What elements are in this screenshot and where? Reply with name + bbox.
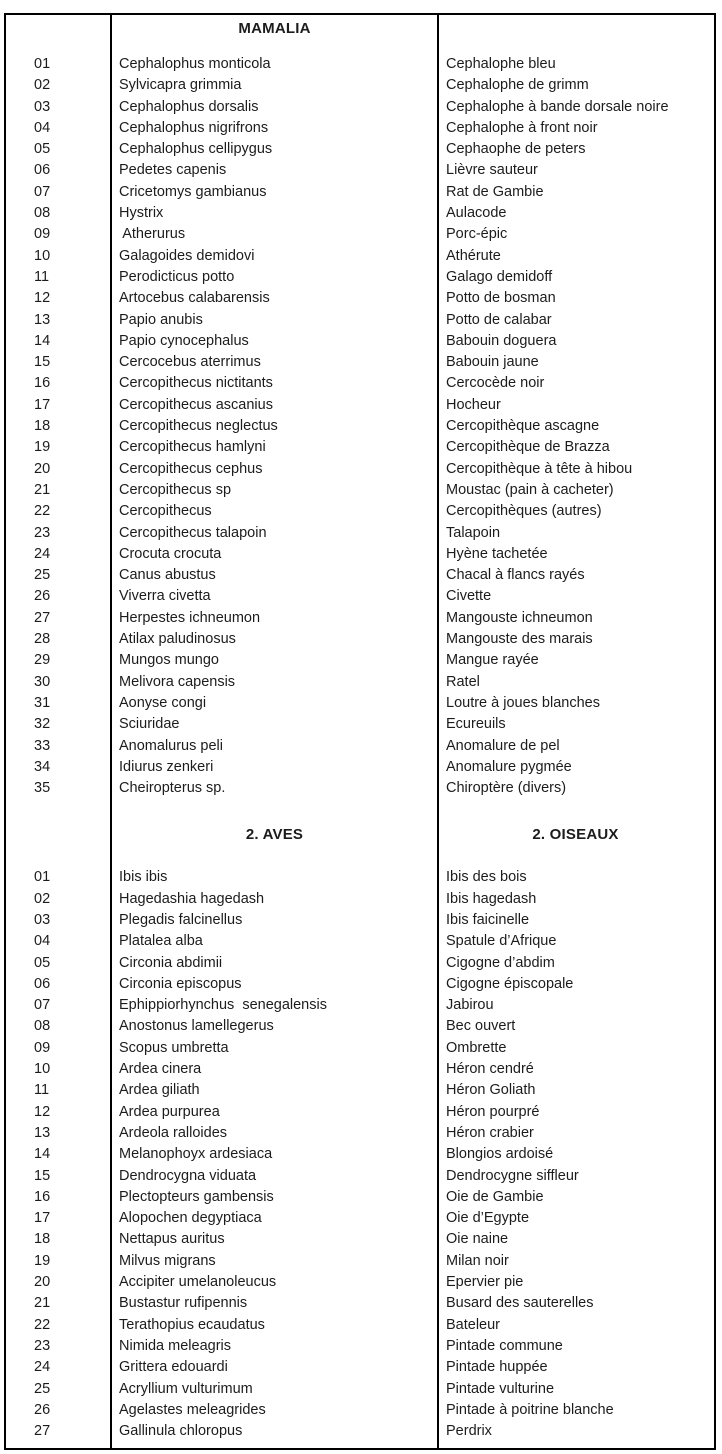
row-french-name: Cercopithèques (autres) (446, 503, 602, 520)
row-number: 06 (34, 975, 51, 992)
table-row (6, 246, 714, 267)
row-french-name: Cephaophe de peters (446, 141, 586, 158)
table-row (6, 1272, 714, 1293)
table-row (6, 693, 714, 714)
row-number: 28 (34, 631, 51, 648)
row-number: 08 (34, 205, 51, 222)
table-row (6, 910, 714, 931)
row-number: 25 (34, 567, 51, 584)
row-number: 02 (34, 77, 51, 94)
row-french-name: Mangue rayée (446, 652, 539, 669)
column-divider-1 (110, 15, 112, 1448)
section-title-french: 2. OISEAUX (532, 826, 619, 844)
table-row (6, 867, 714, 888)
row-number: 09 (34, 1039, 51, 1056)
row-french-name: Moustac (pain à cacheter) (446, 481, 614, 498)
row-number: 32 (34, 716, 51, 733)
table-row (6, 373, 714, 394)
table-row (6, 1080, 714, 1101)
row-scientific-name: Scopus umbretta (119, 1039, 229, 1056)
section-rows (6, 867, 714, 1442)
row-french-name: Bec ouvert (446, 1018, 516, 1035)
row-number: 17 (34, 396, 51, 413)
table-row (6, 1059, 714, 1080)
row-french-name: Héron crabier (446, 1124, 534, 1141)
row-scientific-name: Canus abustus (119, 567, 216, 584)
row-french-name: Cephalophe de grimm (446, 77, 589, 94)
row-number: 05 (34, 954, 51, 971)
row-french-name: Loutre à joues blanches (446, 694, 600, 711)
row-number: 22 (34, 1316, 51, 1333)
row-french-name: Hyène tachetée (446, 545, 548, 562)
row-number: 21 (34, 481, 51, 498)
row-number: 16 (34, 1188, 51, 1205)
row-french-name: Pintade commune (446, 1337, 563, 1354)
row-french-name: Cephalophe à front noir (446, 119, 598, 136)
table-sections (6, 18, 714, 1442)
row-scientific-name: Acryllium vulturimum (119, 1380, 253, 1397)
row-number: 33 (34, 737, 51, 754)
row-scientific-name: Alopochen degyptiaca (119, 1210, 262, 1227)
row-scientific-name: Circonia episcopus (119, 975, 242, 992)
row-french-name: Athérute (446, 247, 501, 264)
table-row (6, 1229, 714, 1250)
row-number: 23 (34, 524, 51, 541)
row-number: 17 (34, 1210, 51, 1227)
row-french-name: Pintade huppée (446, 1359, 548, 1376)
table-section (6, 824, 714, 1442)
row-french-name: Lièvre sauteur (446, 162, 538, 179)
row-french-name: Aulacode (446, 205, 507, 222)
table-row (6, 224, 714, 245)
row-number: 03 (34, 98, 51, 115)
row-number: 27 (34, 1423, 51, 1440)
row-french-name: Spatule d’Afrique (446, 933, 557, 950)
table-row (6, 480, 714, 501)
row-number: 06 (34, 162, 51, 179)
table-row (6, 416, 714, 437)
row-french-name: Anomalure de pel (446, 737, 560, 754)
table-row (6, 544, 714, 565)
section-title-scientific: 2. AVES (245, 826, 304, 844)
column-divider-2 (437, 15, 439, 1448)
table-row (6, 1379, 714, 1400)
row-french-name: Ombrette (446, 1039, 507, 1056)
row-french-name: Cephalophe à bande dorsale noire (446, 98, 669, 115)
row-number: 19 (34, 439, 51, 456)
row-scientific-name: Aonyse congi (119, 694, 207, 711)
row-scientific-name: Cercopithecus cephus (119, 460, 263, 477)
row-french-name: Ecureuils (446, 716, 506, 733)
row-scientific-name: Ibis ibis (119, 869, 168, 886)
row-scientific-name: Cercopithecus ascanius (119, 396, 273, 413)
table-row (6, 1144, 714, 1165)
row-scientific-name: Cercopithecus (119, 503, 212, 520)
row-number: 07 (34, 183, 51, 200)
table-row (6, 953, 714, 974)
table-row (6, 1336, 714, 1357)
table-row (6, 1315, 714, 1336)
table-row (6, 650, 714, 671)
row-scientific-name: Nimida meleagris (119, 1337, 232, 1354)
table-row (6, 714, 714, 735)
table-row (6, 736, 714, 757)
row-french-name: Cigogne d’abdim (446, 954, 555, 971)
row-scientific-name: Papio anubis (119, 311, 203, 328)
row-scientific-name: Galagoides demidovi (119, 247, 255, 264)
row-number: 14 (34, 332, 51, 349)
table-row (6, 1400, 714, 1421)
row-number: 15 (34, 354, 51, 371)
row-french-name: Oie naine (446, 1231, 509, 1248)
table-row (6, 182, 714, 203)
row-scientific-name: Bustastur rufipennis (119, 1295, 248, 1312)
row-number: 18 (34, 1231, 51, 1248)
row-scientific-name: Atilax paludinosus (119, 631, 236, 648)
row-number: 01 (34, 869, 51, 886)
row-number: 10 (34, 1061, 51, 1078)
row-scientific-name: Platalea alba (119, 933, 203, 950)
row-scientific-name: Crocuta crocuta (119, 545, 222, 562)
row-scientific-name: Cercopithecus sp (119, 481, 232, 498)
table-row (6, 523, 714, 544)
row-french-name: Potto de calabar (446, 311, 552, 328)
row-french-name: Milan noir (446, 1252, 509, 1269)
table-row (6, 331, 714, 352)
row-french-name: Hocheur (446, 396, 501, 413)
row-number: 18 (34, 418, 51, 435)
table-row (6, 501, 714, 522)
row-number: 02 (34, 890, 51, 907)
row-french-name: Porc-épic (446, 226, 508, 243)
row-scientific-name: Anomalurus peli (119, 737, 223, 754)
row-french-name: Potto de bosman (446, 290, 556, 307)
row-scientific-name: Cephalophus cellipygus (119, 141, 273, 158)
row-scientific-name: Cercopithecus neglectus (119, 418, 278, 435)
row-french-name: Talapoin (446, 524, 501, 541)
row-french-name: Epervier pie (446, 1274, 524, 1291)
row-number: 23 (34, 1337, 51, 1354)
row-french-name: Chacal à flancs rayés (446, 567, 585, 584)
table-row (6, 995, 714, 1016)
row-french-name: Rat de Gambie (446, 183, 544, 200)
row-number: 09 (34, 226, 51, 243)
row-french-name: Babouin jaune (446, 354, 539, 371)
table-row (6, 629, 714, 650)
row-scientific-name: Cercopithecus nictitants (119, 375, 273, 392)
row-scientific-name: Cercopithecus talapoin (119, 524, 267, 541)
row-number: 12 (34, 1103, 51, 1120)
table-row (6, 288, 714, 309)
table-row (6, 1038, 714, 1059)
row-scientific-name: Cricetomys gambianus (119, 183, 267, 200)
row-french-name: Ratel (446, 673, 480, 690)
row-number: 04 (34, 933, 51, 950)
row-number: 11 (34, 1082, 50, 1099)
row-number: 04 (34, 119, 51, 136)
row-scientific-name: Ardea giliath (119, 1082, 200, 1099)
row-number: 03 (34, 911, 51, 928)
row-number: 29 (34, 652, 51, 669)
row-french-name: Busard des sauterelles (446, 1295, 594, 1312)
row-number: 20 (34, 460, 51, 477)
row-french-name: Oie d’Egypte (446, 1210, 530, 1227)
row-scientific-name: Papio cynocephalus (119, 332, 249, 349)
row-number: 13 (34, 1124, 51, 1141)
row-scientific-name: Ardeola ralloides (119, 1124, 228, 1141)
table-row (6, 1102, 714, 1123)
section-header-spacer (6, 824, 112, 846)
table-row (6, 160, 714, 181)
row-french-name: Mangouste ichneumon (446, 609, 593, 626)
table-row (6, 395, 714, 416)
row-french-name: Cercopithèque de Brazza (446, 439, 610, 456)
row-french-name: Mangouste des marais (446, 631, 593, 648)
row-scientific-name: Dendrocygna viduata (119, 1167, 257, 1184)
row-number: 05 (34, 141, 51, 158)
section-header-row (6, 824, 714, 846)
row-number: 13 (34, 311, 51, 328)
row-scientific-name: Cephalophus dorsalis (119, 98, 259, 115)
row-french-name: Héron pourpré (446, 1103, 540, 1120)
row-scientific-name: Ardea purpurea (119, 1103, 220, 1120)
table-row (6, 1357, 714, 1378)
row-scientific-name: Plectopteurs gambensis (119, 1188, 274, 1205)
row-number: 26 (34, 1401, 51, 1418)
table-row (6, 1208, 714, 1229)
table-row (6, 437, 714, 458)
row-number: 01 (34, 56, 51, 72)
row-number: 34 (34, 758, 51, 775)
row-french-name: Pintade vulturine (446, 1380, 555, 1397)
table-row (6, 352, 714, 373)
species-table (4, 13, 716, 1450)
row-number: 19 (34, 1252, 51, 1269)
row-scientific-name: Perodicticus potto (119, 268, 235, 285)
row-scientific-name: Hystrix (119, 205, 164, 222)
section-header-spacer (6, 18, 112, 40)
row-french-name: Bateleur (446, 1316, 501, 1333)
row-french-name: Chiroptère (divers) (446, 780, 567, 797)
table-row (6, 459, 714, 480)
row-scientific-name: Circonia abdimii (119, 954, 223, 971)
row-scientific-name: Melivora capensis (119, 673, 236, 690)
row-scientific-name: Cercopithecus hamlyni (119, 439, 266, 456)
row-number: 24 (34, 1359, 51, 1376)
table-row (6, 608, 714, 629)
row-scientific-name: Gallinula chloropus (119, 1423, 243, 1440)
row-number: 11 (34, 268, 50, 285)
table-row (6, 1421, 714, 1442)
table-row (6, 310, 714, 331)
row-number: 16 (34, 375, 51, 392)
row-scientific-name: Melanophoyx ardesiaca (119, 1146, 273, 1163)
table-row (6, 974, 714, 995)
row-french-name: Héron cendré (446, 1061, 534, 1078)
row-number: 25 (34, 1380, 51, 1397)
row-number: 10 (34, 247, 51, 264)
row-scientific-name: Pedetes capenis (119, 162, 227, 179)
row-scientific-name: Cheiropterus sp. (119, 780, 226, 797)
row-french-name: Perdrix (446, 1423, 492, 1440)
row-french-name: Ibis hagedash (446, 890, 537, 907)
table-row (6, 118, 714, 139)
row-french-name: Oie de Gambie (446, 1188, 544, 1205)
table-row (6, 97, 714, 118)
row-number: 30 (34, 673, 51, 690)
row-scientific-name: Sylvicapra grimmia (119, 77, 242, 94)
table-row (6, 75, 714, 96)
row-scientific-name: Grittera edouardi (119, 1359, 228, 1376)
row-scientific-name: Accipiter umelanoleucus (119, 1274, 277, 1291)
table-row (6, 672, 714, 693)
row-french-name: Galago demidoff (446, 268, 553, 285)
row-number: 12 (34, 290, 51, 307)
table-section (6, 18, 714, 799)
table-row (6, 1016, 714, 1037)
row-number: 14 (34, 1146, 51, 1163)
row-scientific-name: Ardea cinera (119, 1061, 202, 1078)
table-row (6, 1123, 714, 1144)
row-number: 08 (34, 1018, 51, 1035)
table-row (6, 757, 714, 778)
row-scientific-name: Mungos mungo (119, 652, 219, 669)
row-french-name: Héron Goliath (446, 1082, 536, 1099)
row-scientific-name: Ephippiorhynchus senegalensis (119, 997, 327, 1014)
table-row (6, 203, 714, 224)
row-french-name: Pintade à poitrine blanche (446, 1401, 614, 1418)
row-scientific-name: Terathopius ecaudatus (119, 1316, 265, 1333)
row-french-name: Ibis des bois (446, 869, 527, 886)
row-number: 22 (34, 503, 51, 520)
row-scientific-name: Hagedashia hagedash (119, 890, 265, 907)
section-rows (6, 54, 714, 799)
section-header-row (6, 18, 714, 40)
table-row (6, 1251, 714, 1272)
row-number: 24 (34, 545, 51, 562)
table-row (6, 565, 714, 586)
row-scientific-name: Cercocebus aterrimus (119, 354, 261, 371)
row-number: 07 (34, 997, 51, 1014)
section-title-french (437, 18, 714, 40)
row-number: 20 (34, 1274, 51, 1291)
row-scientific-name: Artocebus calabarensis (119, 290, 270, 307)
section-title-scientific: MAMALIA (238, 20, 311, 37)
table-row (6, 267, 714, 288)
row-scientific-name: Nettapus auritus (119, 1231, 225, 1248)
row-french-name: Ibis faicinelle (446, 911, 530, 928)
table-row (6, 54, 714, 75)
table-row (6, 931, 714, 952)
table-row (6, 889, 714, 910)
row-number: 27 (34, 609, 51, 626)
row-number: 31 (34, 694, 51, 711)
row-scientific-name: Plegadis falcinellus (119, 911, 243, 928)
row-french-name: Cercocède noir (446, 375, 545, 392)
table-row (6, 778, 714, 799)
table-row (6, 586, 714, 607)
row-scientific-name: Viverra civetta (119, 588, 211, 605)
row-number: 35 (34, 780, 51, 797)
row-french-name: Civette (446, 588, 492, 605)
row-scientific-name: Anostonus lamellegerus (119, 1018, 274, 1035)
row-scientific-name: Cephalophus monticola (119, 56, 271, 72)
row-scientific-name: Atherurus (119, 226, 186, 243)
row-scientific-name: Milvus migrans (119, 1252, 216, 1269)
row-french-name: Cercopithèque à tête à hibou (446, 460, 633, 477)
table-row (6, 139, 714, 160)
row-french-name: Cephalophe bleu (446, 56, 556, 72)
row-number: 26 (34, 588, 51, 605)
row-french-name: Anomalure pygmée (446, 758, 572, 775)
row-scientific-name: Idiurus zenkeri (119, 758, 214, 775)
row-number: 21 (34, 1295, 51, 1312)
table-row (6, 1293, 714, 1314)
row-number: 15 (34, 1167, 51, 1184)
row-french-name: Blongios ardoisé (446, 1146, 554, 1163)
table-row (6, 1187, 714, 1208)
row-french-name: Cigogne épiscopale (446, 975, 574, 992)
table-row (6, 1166, 714, 1187)
row-french-name: Cercopithèque ascagne (446, 418, 600, 435)
row-scientific-name: Cephalophus nigrifrons (119, 119, 269, 136)
row-french-name: Babouin doguera (446, 332, 557, 349)
row-scientific-name: Sciuridae (119, 716, 180, 733)
row-scientific-name: Herpestes ichneumon (119, 609, 261, 626)
row-french-name: Jabirou (446, 997, 494, 1014)
row-scientific-name: Agelastes meleagrides (119, 1401, 266, 1418)
row-french-name: Dendrocygne siffleur (446, 1167, 579, 1184)
